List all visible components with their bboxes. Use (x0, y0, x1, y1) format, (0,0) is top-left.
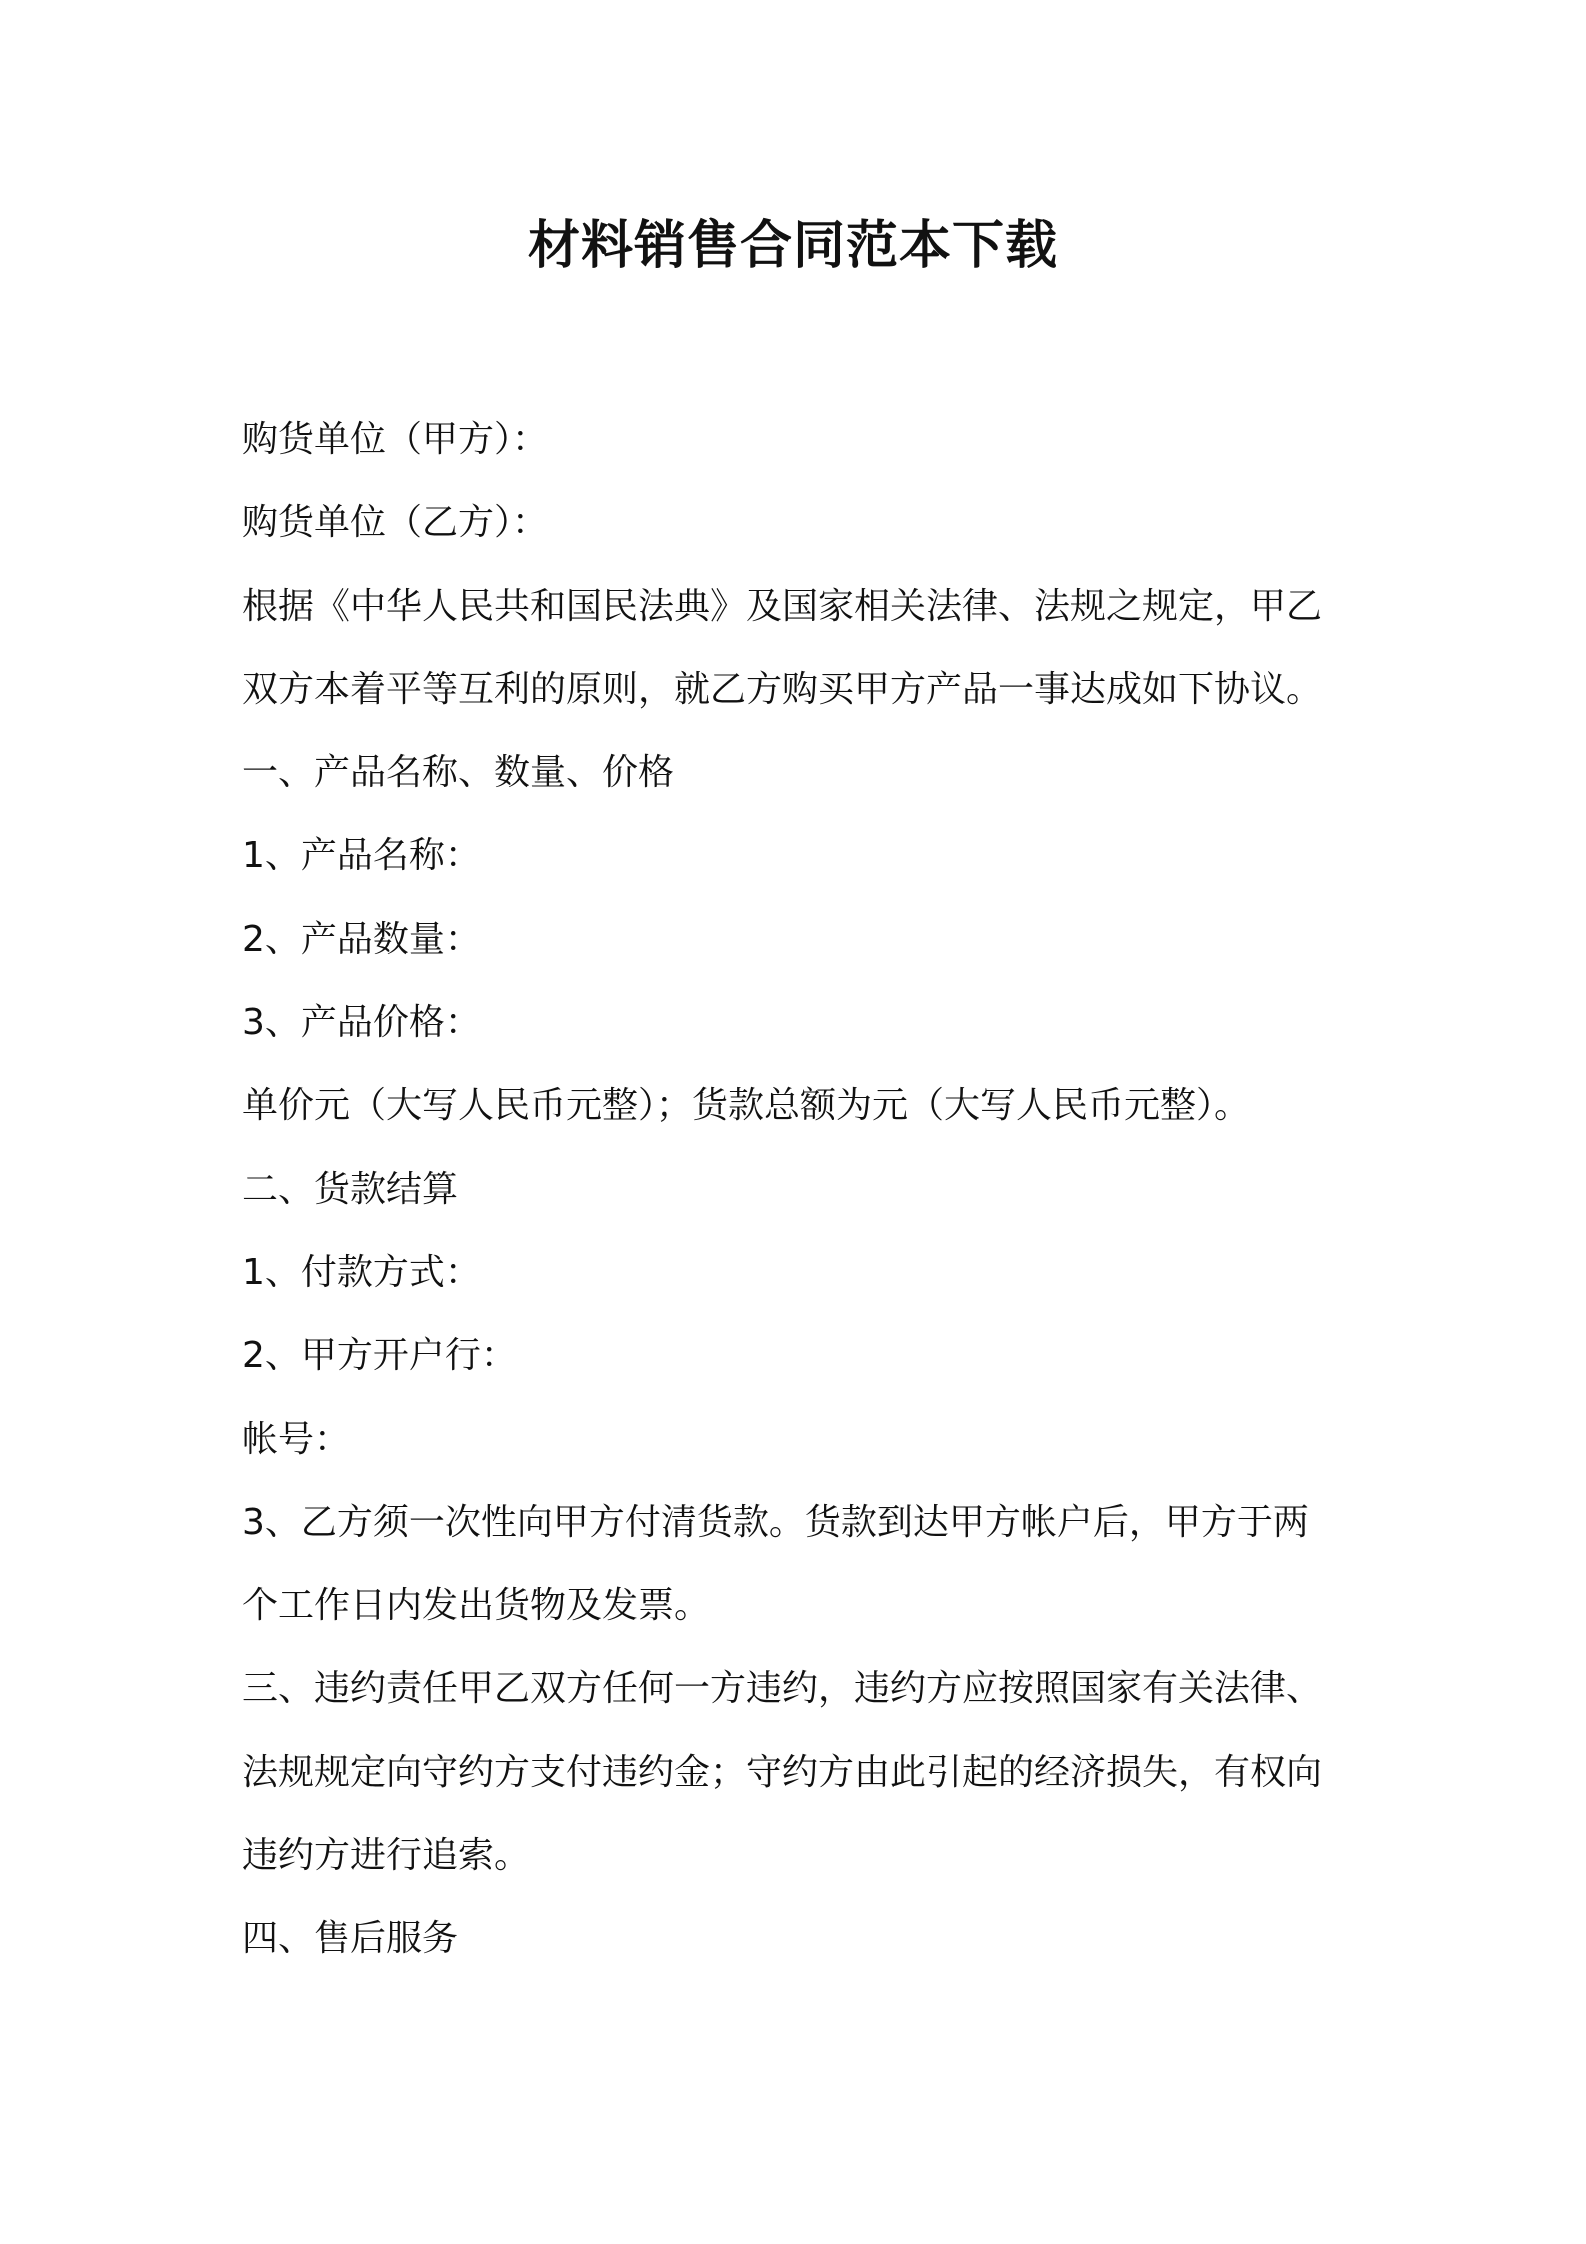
account-line: 帐号： (242, 1418, 351, 1460)
document-title: 材料销售合同范本下载 (527, 216, 1058, 276)
payment-clause-line-2: 个工作日内发出货物及发票。 (242, 1585, 711, 1627)
section-4-heading: 四、售后服务 (242, 1918, 459, 1960)
product-name-line: 1、产品名称： (242, 835, 481, 877)
preamble-line-2: 双方本着平等互利的原则，就乙方购买甲方产品一事达成如下协议。 (242, 668, 1323, 710)
breach-clause-line-3: 违约方进行追索。 (242, 1835, 531, 1877)
section-2-heading: 二、货款结算 (242, 1168, 459, 1210)
bank-line: 2、甲方开户行： (242, 1335, 517, 1377)
breach-clause-line-2: 法规规定向守约方支付违约金；守约方由此引起的经济损失，有权向 (242, 1751, 1323, 1793)
preamble-line-1: 根据《中华人民共和国民法典》及国家相关法律、法规之规定，甲乙 (242, 585, 1323, 627)
section-1-heading: 一、产品名称、数量、价格 (242, 752, 675, 794)
party-b-line: 购货单位（乙方）： (242, 502, 549, 544)
product-price-line: 3、产品价格： (242, 1002, 481, 1044)
product-quantity-line: 2、产品数量： (242, 918, 481, 960)
price-detail-line: 单价元（大写人民币元整）；货款总额为元（大写人民币元整）。 (242, 1085, 1251, 1127)
document-body (242, 398, 1352, 1981)
payment-method-line: 1、付款方式： (242, 1251, 481, 1293)
payment-clause-line-1: 3、乙方须一次性向甲方付清货款。货款到达甲方帐户后，甲方于两 (242, 1501, 1309, 1543)
breach-clause-line-1: 三、违约责任甲乙双方任何一方违约，违约方应按照国家有关法律、 (242, 1668, 1323, 1710)
party-a-line: 购货单位（甲方）： (242, 419, 549, 460)
